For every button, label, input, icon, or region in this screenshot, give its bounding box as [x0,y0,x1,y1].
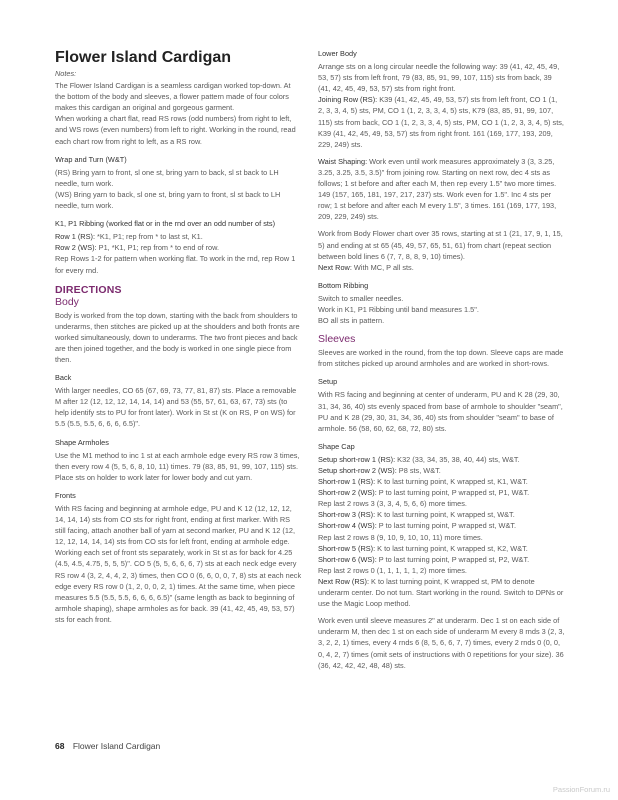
lower-body-text: Arrange sts on a long circular needle the following way: 39 (41, 42, 45, 49, 53, 57) sts from left front, 79 (83, 85, 91, 99, 107, 115) sts from back, 39 (41, 42, 45, 49, 53, 57) sts from right front. [318,62,560,94]
notes-label: Notes: [55,69,77,78]
sleeves-intro: Sleeves are worked in the round, from the top down. Sleeve caps are made from stitches picked up around armholes and are worked in short-rows. [318,348,564,369]
cap-row: Short-row 3 (RS): K to last turning point, K wrapped st, W&T. [318,510,515,520]
cap-row: Rep last 2 rows 3 (3, 3, 4, 5, 6, 6) more times. [318,499,467,509]
waist-shaping: Waist Shaping: Work even until work measures approximately 3 (3, 3.25, 3.25, 3.25, 3.5, 3.5)" from joining row. Starting on next row, dec 4 sts as follows; 1 st before and after each M, then rep every 1.5" two more times. 149 (157, 165, 181, 197, 217, 237) sts. Work even for 1.5". Inc 4 sts per row; 1 st before and after each M every 1.5", 3 times. 161 (169, 177, 193, 209, 229, 249) sts. [318,156,557,222]
armholes-text: Use the M1 method to inc 1 st at each armhole edge every RS row 3 times, then every row 4 (5, 5, 6, 8, 10, 11) times. 79 (83, 85, 91, 99, 107, 115) sts. [55,450,300,471]
wrap-turn-heading: Wrap and Turn (W&T) [55,154,127,164]
footer-title: Flower Island Cardigan [72,741,161,751]
armholes-heading: Shape Armholes [55,437,109,447]
cap-row: Rep last 2 rows 8 (9, 10, 9, 10, 10, 11) more times. [318,532,483,542]
page-footer [55,741,160,751]
notes-paragraph: When working a chart flat, read RS rows (odd numbers) from right to left, and WS rows (even numbers) from left to right. Working in the round, read each chart row from right to left, as a RS row. [55,114,296,146]
ribbing-repeat: Rep Rows 1-2 for pattern when working flat. To work in the rnd, rep Row 1 for every rnd. [55,254,296,275]
lower-body-heading: Lower Body [318,49,357,58]
notes-paragraph: The Flower Island Cardigan is a seamless cardigan worked top-down. At the bottom of the body and sleeves, a flower pattern made of four colors makes this cardigan an original and gorgeous garment. [55,81,291,113]
right-column [318,48,565,671]
directions-heading: DIRECTIONS [55,283,122,296]
back-heading: Back [55,373,72,383]
ribbing-heading: K1, P1 Ribbing (worked flat or in the rnd over an odd number of sts) [55,219,276,229]
ribbing-line: Work in K1, P1 Ribbing until band measures 1.5". [318,304,479,314]
wrap-turn-ws: (WS) Bring yarn to back, sl one st, bring yarn to front, sl st back to LH needle, turn work. [55,189,281,211]
cap-row: Next Row (RS): K to last turning point, K wrapped st, PM to denote underarm center. Do not turn. Start working in the round. Switch to DPNs or use the Magic Loop method. [318,576,564,609]
back-text: With larger needles, CO 65 (67, 69, 73, 77, 81, 87) sts. Place a removable M after 12 (12, 12, 12, 14, 14, 14) and 53 (55, 57, 61, 63, 67, 73) sts (to help identify sts to PU for front later). Work in St st (K on RS, P on WS) for 5.5 (5.5, 5.5, 6, 6, 6, 6.5)". [55,386,297,429]
cap-row: Rep last 2 rows 0 (1, 1, 1, 1, 1, 2) more times. [318,565,467,575]
fronts-heading: Fronts [55,490,76,500]
shape-cap-heading: Shape Cap [318,441,355,451]
bottom-ribbing-heading: Bottom Ribbing [318,280,369,290]
next-row-mc: Next Row: With MC, P all sts. [318,262,414,272]
ribbing-line: Switch to smaller needles. [318,293,404,303]
ribbing-row-1: Row 1 (RS): *K1, P1; rep from * to last st, K1. [55,232,203,242]
body-heading: Body [55,295,79,308]
cap-row: Short-row 6 (WS): P to last turning point, P wrapped st, P2, W&T. [318,554,530,564]
cap-row: Setup short-row 1 (RS): K32 (33, 34, 35, 38, 40, 44) sts, W&T. [318,454,520,464]
left-column [55,48,302,625]
page-number: 68 [55,741,65,751]
cap-row: Short-row 1 (RS): K to last turning point, K wrapped st, K1, W&T. [318,477,528,487]
setup-heading: Setup [318,377,338,387]
cap-row: Setup short-row 2 (WS): P8 sts, W&T. [318,466,441,475]
body-flower-text: Work from Body Flower chart over 35 rows, starting at st 1 (21, 17, 9, 1, 15, 5) and ending at st 65 (45, 49, 57, 65, 51, 61) from chart (repeat section between bold lines 6 (7, 7, 8, 8, 9, 10) times). [318,229,563,261]
cap-row: Short-row 5 (RS): K to last turning point, K wrapped st, K2, W&T. [318,543,528,553]
sleeve-even-text: Work even until sleeve measures 2" at underarm. Dec 1 st on each side of underarm M, then dec 1 st on each side of underarm M every 8 rnds 3 (2, 3, 3, 2, 2, 1) times, every 4 rnds 6 (8, 5, 6, 6, 7, 7) times, every 2 rnds 0 (0, 0, 0, 4, 2, 7) times (omit sets of instructions with 0 repetitions for your size). 36 (36, 42, 42, 42, 48, 48) sts. [318,616,565,670]
fronts-text: With RS facing and beginning at armhole edge, PU and K 12 (12, 12, 12, 14, 14, 14) sts from CO sts for right front, ending at first marker. With RS still facing, attach another ball of yarn at second marker, PU and K 12 (12, 12, 12, 14, 14, 14) sts from CO sts for left front, ending at armhole edge. Working each set of front sts separately, work in St st as for back for 4.25 (4.5, 4.5, 4.75, 5, 5, 5)". CO 5 (5, 5, 6, 6, 6, 7) sts at each neck edge every RS row 4 (3, 2, 4, 4, 2, 3) times, then CO 0 (6, 6, 0, 0, 7, 8) sts at each neck edge every RS row 0 (1, 2, 0, 0, 2, 1) times. At the same time, when piece measures 5.5 (5.5, 5.5, 6, 6, 6, 6.5)" (same length as back to beginning of armhole shaping), shape armholes as for back. 39 (41, 42, 45, 49, 53, 57) sts for each front. [55,504,302,624]
pattern-title: Flower Island Cardigan [55,49,232,66]
ribbing-line: BO all sts in pattern. [318,316,385,326]
armholes-hold: Place sts on holder to work later for lower body and cut yarn. [55,472,253,482]
wrap-turn-rs: (RS) Bring yarn to front, sl one st, bring yarn to back, sl st back to LH needle, turn work. [55,167,279,188]
ribbing-row-2: Row 2 (WS): P1, *K1, P1; rep from * to end of row. [55,243,220,253]
joining-row: Joining Row (RS): K39 (41, 42, 45, 49, 53, 57) sts from left front, CO 1 (1, 2, 3, 3, 4, 5) sts, PM, CO 1 (1, 2, 3, 3, 4, 5) sts, K79 (83, 85, 91, 99, 107, 115) sts from back, CO 1 (1, 2, 3, 3, 4, 5) sts, PM, CO 1 (1, 2, 3, 3, 4, 5) sts, K39 (41, 42, 45, 49, 53, 57) sts from right front. 161 (169, 177, 193, 209, 229, 249) sts. [318,95,564,149]
setup-text: With RS facing and beginning at center of underarm, PU and K 28 (29, 30, 31, 34, 36, 40) sts evenly spaced from base of armhole to shoulder "seam", PU and K 28 (29, 30, 31, 34, 36, 40) sts from shoulder "seam" to base of armhole. 56 (58, 60, 62, 68, 72, 80) sts. [318,390,563,433]
cap-row: Short-row 4 (WS): P to last turning point, P wrapped st, W&T. [318,521,517,531]
sleeves-heading: Sleeves [318,333,356,346]
cap-row: Short-row 2 (WS): P to last turning point, P wrapped st, P1, W&T. [318,488,530,498]
body-intro: Body is worked from the top down, starting with the back from shoulders to underarms, then stitches are picked up at the shoulders and both fronts are worked simultaneously, down to underarms. The two front pieces and back are then joined together, and the body is worked in one single piece from then. [55,310,300,364]
watermark: PassionForum.ru [552,785,610,794]
